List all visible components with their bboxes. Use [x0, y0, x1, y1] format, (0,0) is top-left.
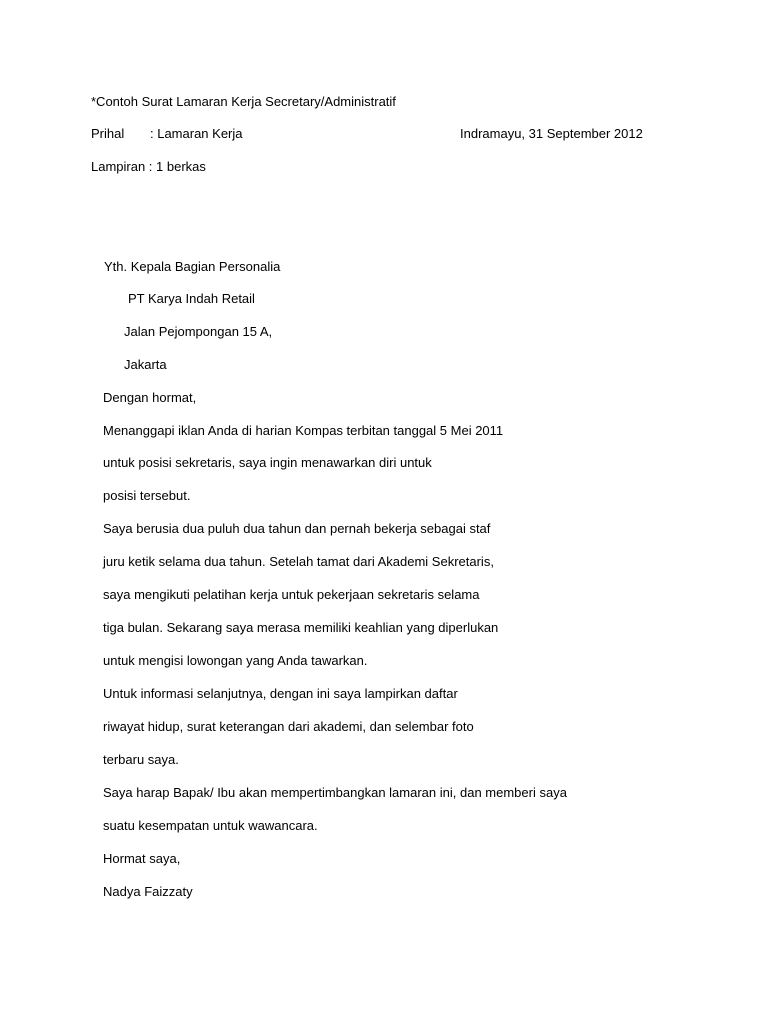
body-line: terbaru saya.	[103, 752, 179, 767]
recipient-title: Yth. Kepala Bagian Personalia	[104, 259, 281, 274]
recipient-company: PT Karya Indah Retail	[128, 291, 255, 306]
prihal-label: Prihal	[91, 126, 125, 141]
prihal-value: : Lamaran Kerja	[150, 126, 243, 141]
body-line: riwayat hidup, surat keterangan dari akademi, dan selembar foto	[103, 719, 474, 734]
body-line: untuk posisi sekretaris, saya ingin menawarkan diri untuk	[103, 455, 432, 470]
lampiran: Lampiran : 1 berkas	[91, 159, 206, 174]
body-line: tiga bulan. Sekarang saya merasa memiliki keahlian yang diperlukan	[103, 620, 499, 635]
body-line: untuk mengisi lowongan yang Anda tawarkan.	[103, 653, 368, 668]
body-line: saya mengikuti pelatihan kerja untuk pekerjaan sekretaris selama	[103, 587, 480, 602]
body-line: juru ketik selama dua tahun. Setelah tamat dari Akademi Sekretaris,	[103, 554, 494, 569]
body-line: Saya berusia dua puluh dua tahun dan pernah bekerja sebagai staf	[103, 521, 491, 536]
signer-name: Nadya Faizzaty	[103, 884, 193, 899]
salutation: Dengan hormat,	[103, 390, 197, 405]
place-date: Indramayu, 31 September 2012	[460, 126, 643, 141]
body-line: suatu kesempatan untuk wawancara.	[103, 818, 318, 833]
document-heading: *Contoh Surat Lamaran Kerja Secretary/Administratif	[91, 94, 396, 109]
recipient-street: Jalan Pejompongan 15 A,	[124, 324, 273, 339]
body-line: posisi tersebut.	[103, 488, 191, 503]
recipient-city: Jakarta	[124, 357, 167, 372]
body-line: Untuk informasi selanjutnya, dengan ini saya lampirkan daftar	[103, 686, 458, 701]
body-line: Saya harap Bapak/ Ibu akan mempertimbangkan lamaran ini, dan memberi saya	[103, 785, 567, 800]
body-line: Menanggapi iklan Anda di harian Kompas terbitan tanggal 5 Mei 2011	[103, 423, 504, 438]
closing-regards: Hormat saya,	[103, 851, 181, 866]
